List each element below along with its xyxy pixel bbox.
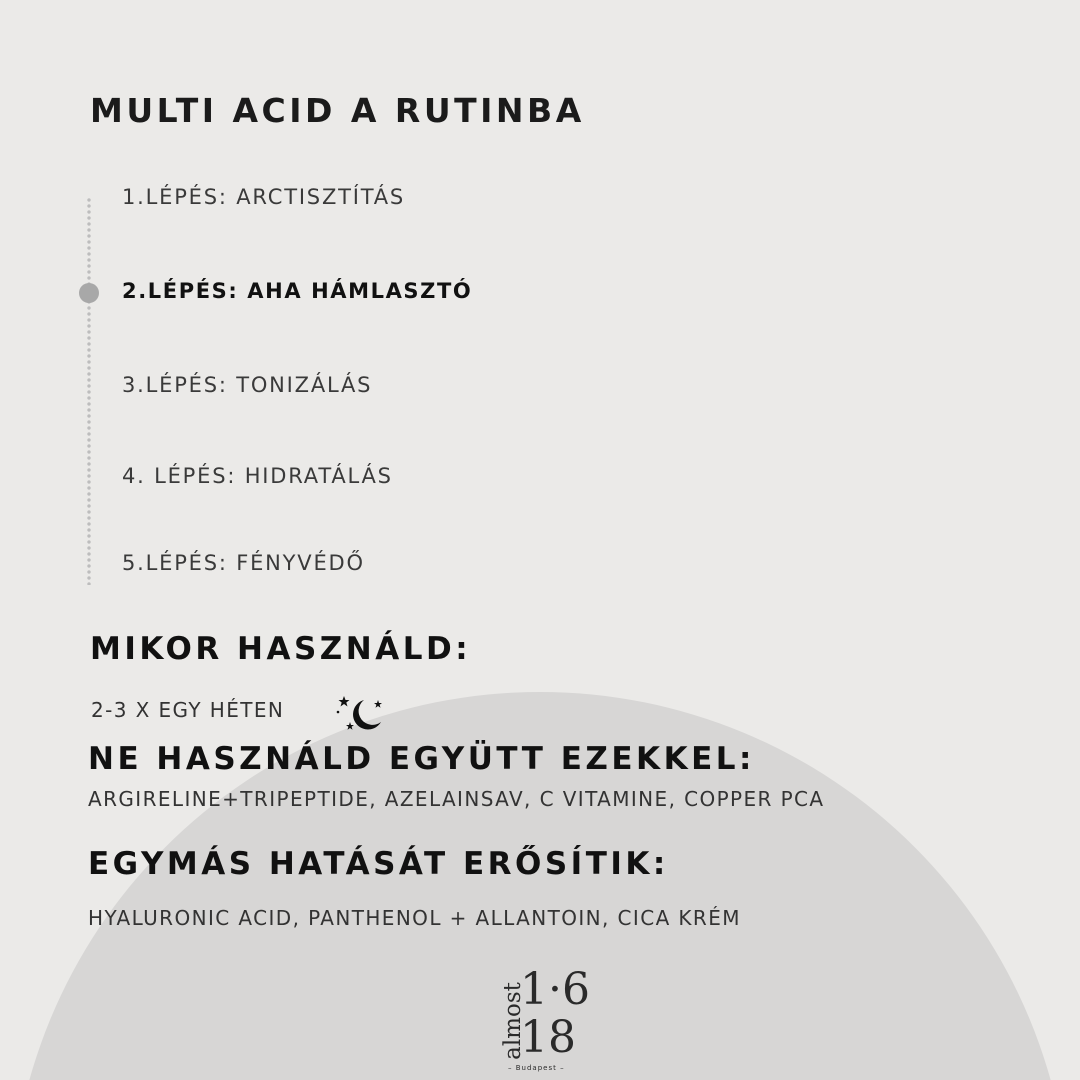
logo-number-top: 1·6 — [520, 964, 590, 1015]
boost-heading: EGYMÁS HATÁSÁT ERŐSÍTIK: — [88, 846, 669, 882]
logo-word: almost — [499, 982, 526, 1060]
step-4: 4. LÉPÉS: HIDRATÁLÁS — [122, 464, 393, 488]
logo-number-bottom: 18 — [520, 1012, 576, 1063]
step-1: 1.LÉPÉS: ARCTISZTÍTÁS — [122, 185, 406, 209]
step-timeline — [87, 197, 91, 585]
logo-city: – Budapest – — [508, 1064, 565, 1072]
when-text: 2-3 X EGY HÉTEN — [91, 698, 285, 722]
avoid-text: ARGIRELINE+TRIPEPTIDE, AZELAINSAV, C VITAMINE, COPPER PCA — [88, 787, 825, 811]
step-3: 3.LÉPÉS: TONIZÁLÁS — [122, 373, 373, 397]
boost-text: HYALURONIC ACID, PANTHENOL + ALLANTOIN, CICA KRÉM — [88, 906, 741, 930]
step-2-active: 2.LÉPÉS: AHA HÁMLASZTÓ — [122, 279, 473, 303]
avoid-heading: NE HASZNÁLD EGYÜTT EZEKKEL: — [88, 741, 755, 777]
moon-stars-icon — [334, 692, 386, 736]
page-title: MULTI ACID A RUTINBA — [90, 91, 585, 130]
brand-logo — [496, 964, 590, 1076]
when-heading: MIKOR HASZNÁLD: — [90, 631, 472, 667]
step-5: 5.LÉPÉS: FÉNYVÉDŐ — [122, 551, 365, 575]
active-step-marker — [79, 283, 99, 303]
